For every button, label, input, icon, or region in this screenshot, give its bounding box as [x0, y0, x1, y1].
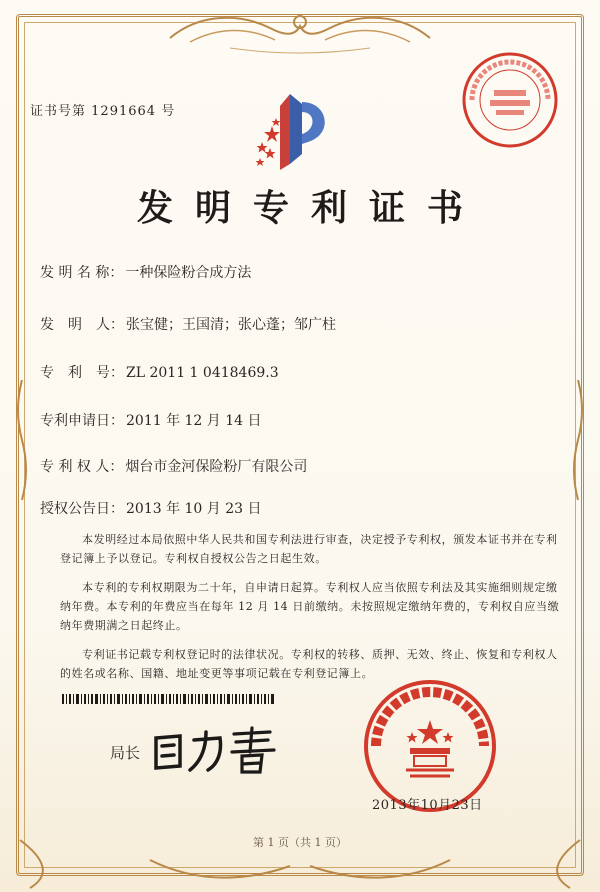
director-signature: [150, 722, 280, 776]
certificate-number: [30, 100, 175, 119]
patentee-value: 烟台市金河保险粉厂有限公司: [125, 459, 308, 475]
field-inventors: [40, 314, 336, 334]
right-ornament: [568, 380, 588, 500]
field-application-date: [40, 410, 262, 430]
application-date-label: 专利申请日：: [40, 413, 124, 429]
certificate-number-value: 1291664: [91, 104, 157, 119]
field-patentee: [40, 456, 307, 476]
invention-name-value: 一种保险粉合成方法: [125, 265, 252, 281]
inventors-label: 发 明 人：: [40, 317, 124, 333]
patentee-label: 专 利 权 人：: [40, 459, 124, 475]
certificate-number-suffix: 号: [161, 104, 176, 119]
grant-date-value: 2013 年 10 月 23 日: [126, 501, 262, 517]
invention-name-label: 发 明 名 称：: [40, 265, 124, 281]
application-date-value: 2011 年 12 月 14 日: [126, 413, 262, 429]
director-label: 局长: [110, 744, 141, 762]
patent-number-value: ZL 2011 1 0418469.3: [126, 365, 279, 381]
field-invention-name: [40, 262, 251, 282]
seal-date: 2013年10月23日: [372, 798, 483, 813]
certificate-number-label: 证书号第: [30, 104, 87, 119]
patent-number-label: 专 利 号：: [40, 365, 124, 381]
inventors-value: 张宝健；王国清；张心蓬；邹广柱: [126, 317, 336, 333]
body-paragraph: 本专利的专利权期限为二十年，自申请日起算。专利权人应当依照专利法及其实施细则规定缴纳年费。本专利的年费应当在每年 12 月 14 日前缴纳。未按照规定缴纳年费的，专利权自应当缴纳年费期满之日起终止。: [60, 581, 560, 632]
agency-seal-icon: [460, 50, 560, 150]
left-ornament: [12, 380, 32, 500]
field-patent-number: [40, 362, 279, 382]
field-grant-date: [40, 498, 262, 518]
page-title: 发明专利证书: [136, 187, 485, 229]
sipo-logo-icon: [250, 84, 340, 174]
body-paragraph: 专利证书记载专利权登记时的法律状况。专利权的转移、质押、无效、终止、恢复和专利权人的姓名或名称、国籍、地址变更等事项记载在专利登记簿上。: [60, 648, 558, 680]
barcode-icon: [62, 694, 274, 704]
page-number: 第 1 页（共 1 页）: [253, 836, 347, 849]
certificate-body: [60, 530, 560, 693]
body-paragraph: 本发明经过本局依照中华人民共和国专利法进行审查，决定授予专利权，颁发本证书并在专利登记簿上予以登记。专利权自授权公告之日起生效。: [60, 533, 558, 565]
grant-date-label: 授权公告日：: [40, 501, 124, 517]
